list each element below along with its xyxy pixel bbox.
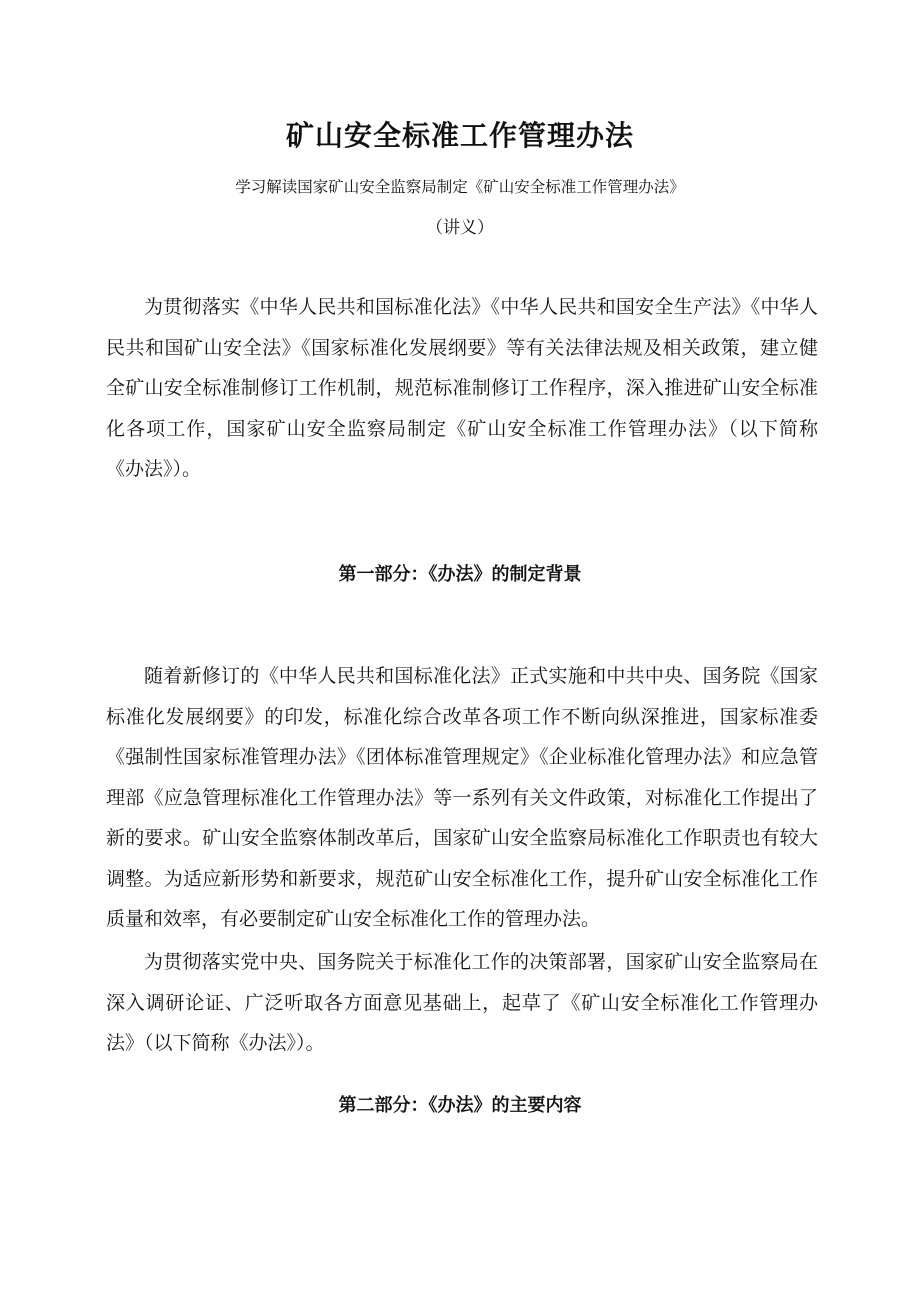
- section-1-paragraph-1: 随着新修订的《中华人民共和国标准化法》正式实施和中共中央、国务院《国家标准化发展纲要》的印发，标准化综合改革各项工作不断向纵深推进，国家标准委《强制性国家标准管理办法》《团体标准管理规定》《企业标准化管理办法》和应急管理部《应急管理标准化工作管理办法》等一系列有关文件政策，对标准化工作提出了新的要求。矿山安全监察体制改革后，国家矿山安全监察局标准化工作职责也有较大调整。为适应新形势和新要求，规范矿山安全标准化工作，提升矿山安全标准化工作质量和效率，有必要制定矿山安全标准化工作的管理办法。: [106, 665, 818, 930]
- intro-paragraph: 为贯彻落实《中华人民共和国标准化法》《中华人民共和国安全生产法》《中华人民共和国矿山安全法》《国家标准化发展纲要》等有关法律法规及相关政策，建立健全矿山安全标准制修订工作机制，规范标准制修订工作程序，深入推进矿山安全标准化各项工作，国家矿山安全监察局制定《矿山安全标准工作管理办法》（以下简称《办法》）。: [106, 296, 818, 480]
- section-heading-1: 第一部分：《办法》的制定背景: [338, 564, 582, 585]
- document-note: （讲义）: [426, 218, 494, 238]
- section-heading-2: 第二部分：《办法》的主要内容: [338, 1095, 582, 1116]
- section-1-paragraph-2: 为贯彻落实党中央、国务院关于标准化工作的决策部署，国家矿山安全监察局在深入调研论证、广泛听取各方面意见基础上，起草了《矿山安全标准化工作管理办法》（以下简称《办法》）。: [106, 951, 818, 1054]
- document-subtitle: 学习解读国家矿山安全监察局制定《矿山安全标准工作管理办法》: [235, 178, 685, 196]
- document-title: 矿山安全标准工作管理办法: [285, 119, 634, 152]
